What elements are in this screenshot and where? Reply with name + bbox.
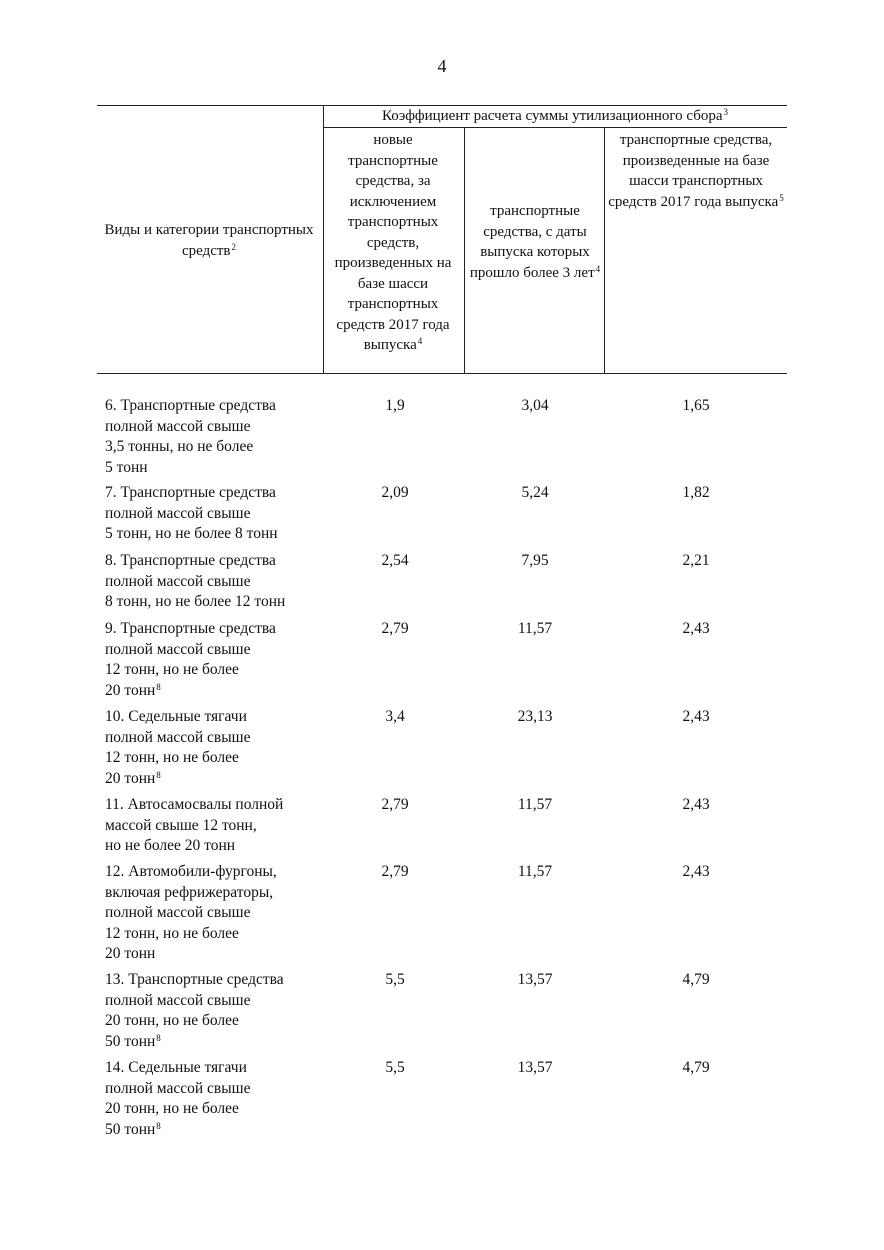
col-header-old-label: транспортные средства, с даты выпуска которых прошло более 3 лет xyxy=(469,203,595,281)
col-header-new-label: новые транспортные средства, за исключением транспортных средств, произведенных на базе шасси транспортных средств 2017 года выпуска xyxy=(334,132,452,353)
category-header-label: Виды и категории транспортных средств xyxy=(104,222,314,259)
row-value-1: 1,9 xyxy=(385,397,405,414)
row-value-1: 5,5 xyxy=(385,1059,405,1076)
row-value-3: 2,43 xyxy=(682,796,710,813)
row-category-line xyxy=(105,795,330,816)
row-category-text: 12 тонн, но не более xyxy=(105,661,239,678)
row-value-3: 2,43 xyxy=(682,620,710,637)
row-category-line xyxy=(105,483,330,504)
row-category xyxy=(105,862,330,965)
row-category-text: 12 тонн, но не более xyxy=(105,924,239,942)
col-divider-1 xyxy=(323,105,324,373)
row-category-line xyxy=(105,1058,330,1079)
row-category-text: 14. Седельные тягачи xyxy=(105,1059,247,1076)
col-header-chassis-label: транспортные средства, произведенные на базе шасси транспортных средств 2017 года выпуска xyxy=(608,132,779,210)
row-category-text: 5 тонн xyxy=(105,458,148,476)
category-header-footnote: 2 xyxy=(231,241,237,252)
row-category-text: 50 тонн xyxy=(105,1120,156,1138)
row-category-text: 20 тонн xyxy=(105,681,156,699)
row-category-text: 5 тонн, но не более 8 тонн xyxy=(105,525,278,542)
row-value-2: 5,24 xyxy=(521,484,549,501)
row-category-text: 11. Автосамосвалы полной xyxy=(105,796,284,813)
row-category-text: 20 тонн, но не более xyxy=(105,1012,239,1029)
row-category-line xyxy=(105,991,330,1012)
row-category-line xyxy=(105,1120,330,1141)
row-category-line xyxy=(105,1011,330,1032)
row-category-text: 9. Транспортные средства xyxy=(105,620,276,637)
row-category-line xyxy=(105,924,330,945)
col-divider-3 xyxy=(604,127,605,373)
row-category-line xyxy=(105,572,330,593)
row-category-text: 20 тонн xyxy=(105,769,156,787)
row-value-2: 3,04 xyxy=(521,397,549,414)
row-value-3: 2,21 xyxy=(682,552,710,569)
row-category-text: 7. Транспортные средства xyxy=(105,484,276,501)
row-footnote: 8 xyxy=(156,681,161,692)
row-category-line xyxy=(105,1032,330,1053)
row-category-text: 12 тонн, но не более xyxy=(105,749,239,766)
row-value-1: 3,4 xyxy=(385,708,405,725)
row-category xyxy=(105,396,330,478)
row-footnote: 8 xyxy=(156,769,161,780)
row-value-3: 2,43 xyxy=(682,863,710,880)
row-category-line xyxy=(105,524,330,545)
row-value-2: 11,57 xyxy=(517,863,553,880)
row-category-line xyxy=(105,504,330,525)
row-value-1: 5,5 xyxy=(385,971,405,988)
row-category-text: 50 тонн xyxy=(105,1032,156,1050)
row-value-2: 13,57 xyxy=(517,971,553,988)
page-number: 4 xyxy=(437,56,447,76)
row-category-line xyxy=(105,707,330,728)
row-value-3: 1,65 xyxy=(682,397,710,414)
row-category-text: 3,5 тонны, но не более xyxy=(105,438,254,455)
row-category-line xyxy=(105,903,330,924)
row-category-line xyxy=(105,728,330,749)
row-footnote: 8 xyxy=(156,1032,161,1043)
row-category-text: 12. Автомобили-фургоны, xyxy=(105,863,277,880)
row-value-3: 2,43 xyxy=(682,708,710,725)
row-category-text: включая рефрижераторы, xyxy=(105,883,274,901)
row-category-line xyxy=(105,970,330,991)
row-footnote: 8 xyxy=(156,1120,161,1131)
row-category-line xyxy=(105,417,330,438)
group-header-footnote: 3 xyxy=(723,107,729,117)
row-category-line xyxy=(105,944,330,965)
row-category xyxy=(105,707,330,789)
row-category-text: полной массой свыше xyxy=(105,572,251,590)
row-category xyxy=(105,551,330,613)
row-category xyxy=(105,619,330,701)
row-category-line xyxy=(105,592,330,613)
row-category-text: массой свыше 12 тонн, xyxy=(105,816,257,834)
row-value-2: 11,57 xyxy=(517,796,553,813)
col-header-old-footnote: 4 xyxy=(595,263,601,274)
row-value-2: 7,95 xyxy=(521,552,549,569)
row-value-2: 11,57 xyxy=(517,620,553,637)
row-category-text: 13. Транспортные средства xyxy=(105,971,284,988)
header-bottom-rule xyxy=(97,373,787,374)
row-value-1: 2,79 xyxy=(381,863,409,880)
row-category-text: 10. Седельные тягачи xyxy=(105,708,247,725)
row-category-text: полной массой свыше xyxy=(105,1079,251,1097)
row-value-1: 2,09 xyxy=(381,484,409,501)
col-header-new-footnote: 4 xyxy=(417,336,423,346)
row-value-2: 23,13 xyxy=(517,708,553,725)
row-category-line xyxy=(105,681,330,702)
category-header xyxy=(104,220,314,261)
row-category-line xyxy=(105,862,330,883)
row-category-line xyxy=(105,458,330,479)
row-category-text: полной массой свыше xyxy=(105,504,251,522)
row-category-line xyxy=(105,640,330,661)
row-value-3: 1,82 xyxy=(682,484,710,501)
row-category-line xyxy=(105,748,330,769)
row-category-line xyxy=(105,396,330,417)
group-header-rule xyxy=(323,127,787,128)
row-category-line xyxy=(105,660,330,681)
row-category-text: 8 тонн, но не более 12 тонн xyxy=(105,593,286,610)
row-value-2: 13,57 xyxy=(517,1059,553,1076)
row-category-text: 20 тонн xyxy=(105,945,156,962)
row-category-text: полной массой свыше xyxy=(105,904,251,921)
col-divider-2 xyxy=(464,127,465,373)
row-value-1: 2,79 xyxy=(381,796,409,813)
row-category-line xyxy=(105,1099,330,1120)
row-category-text: 6. Транспортные средства xyxy=(105,397,276,414)
col-header-new xyxy=(328,130,458,356)
row-category-text: полной массой свыше xyxy=(105,640,251,658)
col-header-chassis-footnote: 5 xyxy=(779,192,784,203)
row-category-line xyxy=(105,619,330,640)
row-value-3: 4,79 xyxy=(682,971,710,988)
row-category-line xyxy=(105,437,330,458)
row-value-3: 4,79 xyxy=(682,1059,710,1076)
group-header xyxy=(323,106,787,127)
col-header-chassis xyxy=(608,130,784,212)
row-value-1: 2,54 xyxy=(381,552,409,569)
row-category-line xyxy=(105,836,330,857)
row-category-text: полной массой свыше xyxy=(105,991,251,1009)
row-category xyxy=(105,795,330,857)
row-category-line xyxy=(105,551,330,572)
row-category-line xyxy=(105,816,330,837)
row-category-line xyxy=(105,769,330,790)
row-category-text: но не более 20 тонн xyxy=(105,837,236,854)
row-category xyxy=(105,1058,330,1140)
row-category-text: полной массой свыше xyxy=(105,417,251,435)
group-header-label: Коэффициент расчета суммы утилизационного сбора xyxy=(381,108,723,124)
row-category xyxy=(105,483,330,545)
row-category-line xyxy=(105,883,330,904)
row-category xyxy=(105,970,330,1052)
row-category-line xyxy=(105,1079,330,1100)
row-value-1: 2,79 xyxy=(381,620,409,637)
row-category-text: полной массой свыше xyxy=(105,728,251,746)
row-category-text: 8. Транспортные средства xyxy=(105,552,276,569)
col-header-old xyxy=(467,201,603,283)
row-category-text: 20 тонн, но не более xyxy=(105,1100,239,1117)
